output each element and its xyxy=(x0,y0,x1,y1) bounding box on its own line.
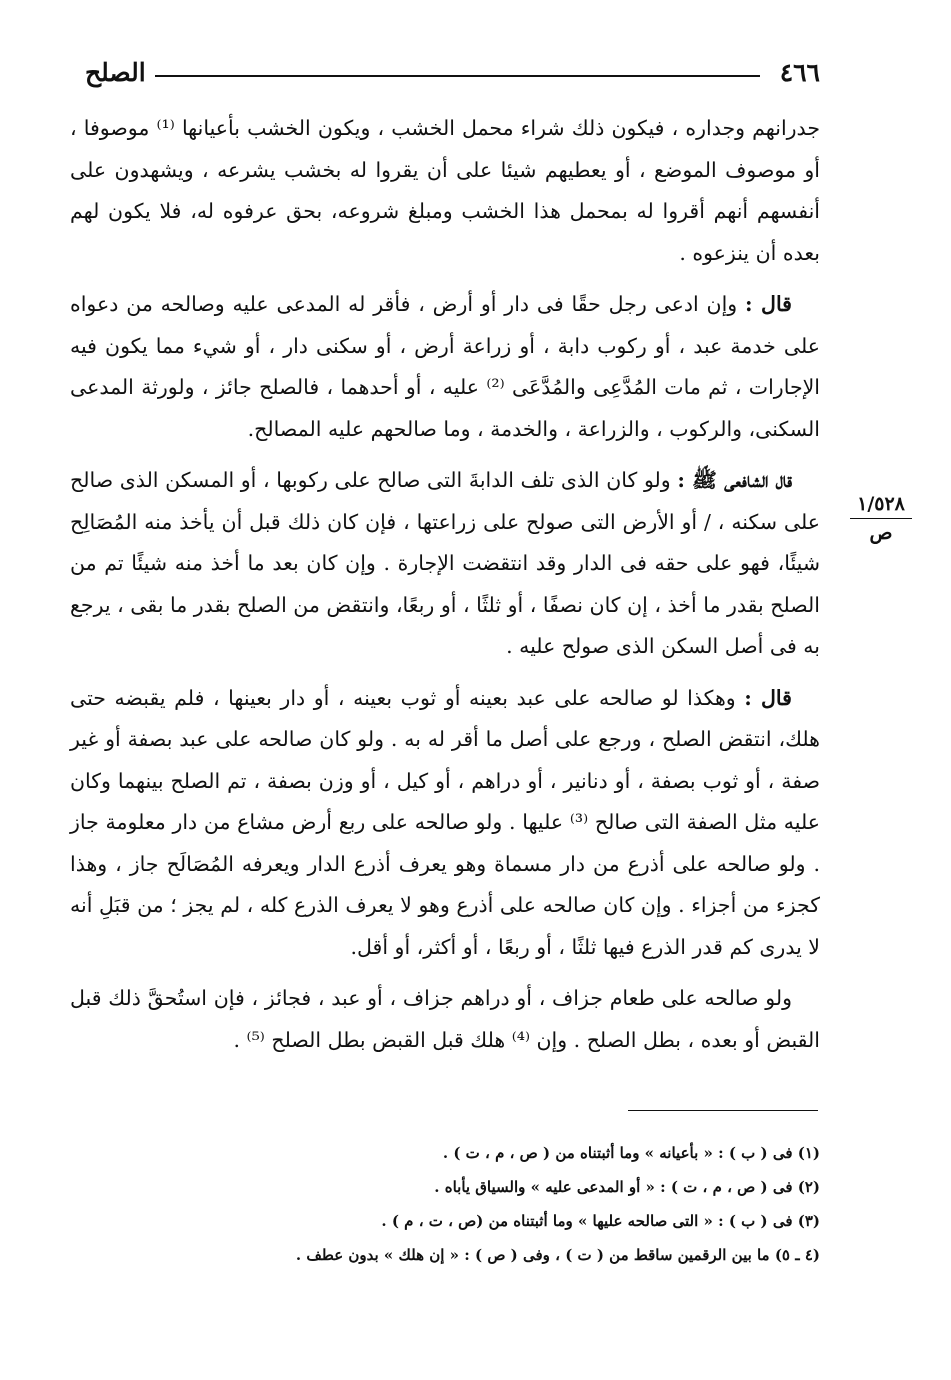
footnote-separator xyxy=(628,1110,818,1111)
paragraph-text: ولو صالحه على طعام جزاف ، أو دراهم جزاف ، أو عبد ، فجائز ، فإن استُحقَّ ذلك قبل القبض أو بعده ، بطل الصلح . وإن ⁽⁴⁾ هلك قبل القبض بطل الصلح ⁽⁵⁾ . xyxy=(70,986,820,1052)
paragraph-lead: قال الشافعى ﷺ : xyxy=(677,468,793,492)
paragraph-4 xyxy=(70,678,820,969)
manuscript-folio-note xyxy=(850,492,912,545)
header-rule xyxy=(155,75,760,77)
main-text xyxy=(70,108,820,1061)
running-title: الصلح xyxy=(85,58,146,87)
paragraph-text: وإن ادعى رجل حقًا فى دار أو أرض ، فأقر له المدعى عليه وصالحه من دعواه على خدمة عبد ، أو ركوب دابة ، أو زراعة أرض ، أو سكنى دار ، أو شيء مما يكون فيه الإجارات ، ثم مات المُدَّعِى والمُدَّعَى ⁽²⁾ عليه ، أو أحدهما ، فالصلح جائز ، ولورثة المدعى السكنى، والركوب ، والزراعة ، والخدمة ، وما صالحهم عليه المصالح. xyxy=(70,292,820,441)
paragraph-text: جدرانهم وجداره ، فيكون ذلك شراء محمل الخشب ، ويكون الخشب بأعيانها ⁽¹⁾ موصوفا ، أو موصوف الموضع ، أو يعطيهم شيئا على أن يقروا له بخشب يشرعه ، ويشهدون على أنفسهم أنهم أقروا له بمحمل هذا الخشب ومبلغ شروعه، بحق عرفوه له، فلا يكون لهم بعده أن ينزعوه . xyxy=(70,116,820,265)
page-number: ٤٦٦ xyxy=(779,58,820,87)
footnote-2: (٢) فى ( ص ، م ، ت ) : « أو المدعى عليه » والسياق يأباه . xyxy=(434,1178,820,1196)
paragraph-lead: قال : xyxy=(745,292,792,316)
footnote-1: (١) فى ( ب ) : « بأعيانه » وما أثبتناه من ( ص ، م ، ت ) . xyxy=(442,1144,820,1162)
footnotes xyxy=(150,1136,820,1272)
paragraph-3 xyxy=(70,460,820,668)
page-header xyxy=(85,58,820,94)
folio-manuscript-siglum: ص xyxy=(869,522,893,544)
paragraph-2 xyxy=(70,284,820,450)
folio-number: ١/٥٢٨ xyxy=(857,493,905,515)
paragraph-1 xyxy=(70,108,820,274)
footnote-4-5: (٤ ـ ٥) ما بين الرقمين ساقط من ( ت ) ، وفى ( ص ) : « إن هلك » بدون عطف . xyxy=(295,1246,820,1264)
paragraph-lead: قال : xyxy=(744,685,792,710)
folio-rule xyxy=(850,518,912,519)
paragraph-text: ولو كان الذى تلف الدابةَ التى صالح على ركوبها ، أو المسكن الذى صالح على سكنه ، / أو الأرض التى صولح على زراعتها ، فإن كان ذلك قبل أن يأخذ منه المُصَالِح شيئًا، فهو على حقه فى الدار وقد انتقضت الإجارة . وإن كان بعد ما أخذ منه شيئًا تم من الصلح بقدر ما أخذ ، إن كان نصفًا ، أو ثلثًا ، أو ربعًا، وانتقض من الصلح بقدر ما بقى ، يرجع به فى أصل السكن الذى صولح عليه . xyxy=(70,468,820,658)
paragraph-text: وهكذا لو صالحه على عبد بعينه أو ثوب بعينه ، أو دار بعينها ، فلم يقبضه حتى هلك، انتقض الصلح ، ورجع على أصل ما أقر له به . ولو كان صالحه على عبد بصفة أو غير صفة ، أو ثوب بصفة ، أو دنانير ، أو دراهم ، أو كيل ، أو وزن بصفة ، تم الصلح بينهما وكان عليه مثل الصفة التى صالح ⁽³⁾ عليها . ولو صالحه على ربع أرض مشاع من دار معلومة جاز . ولو صالحه على أذرع من دار مسماة وهو يعرف أذرع الدار ويعرفه المُصَالَح جاز ، وهذا كجزء من أجزاء . وإن كان صالحه على أذرع وهو لا يعرف الذرع كله ، لم يجز ؛ من قبَلِ أنه لا يدرى كم قدر الذرع فيها ثلثًا ، أو ربعًا ، أو أكثر، أو أقل. xyxy=(70,685,820,959)
paragraph-5 xyxy=(70,978,820,1061)
footnote-3: (٣) فى ( ب ) : « التى صالحه عليها » وما أثبتناه من (ص ، ت ، م ) . xyxy=(381,1212,820,1230)
